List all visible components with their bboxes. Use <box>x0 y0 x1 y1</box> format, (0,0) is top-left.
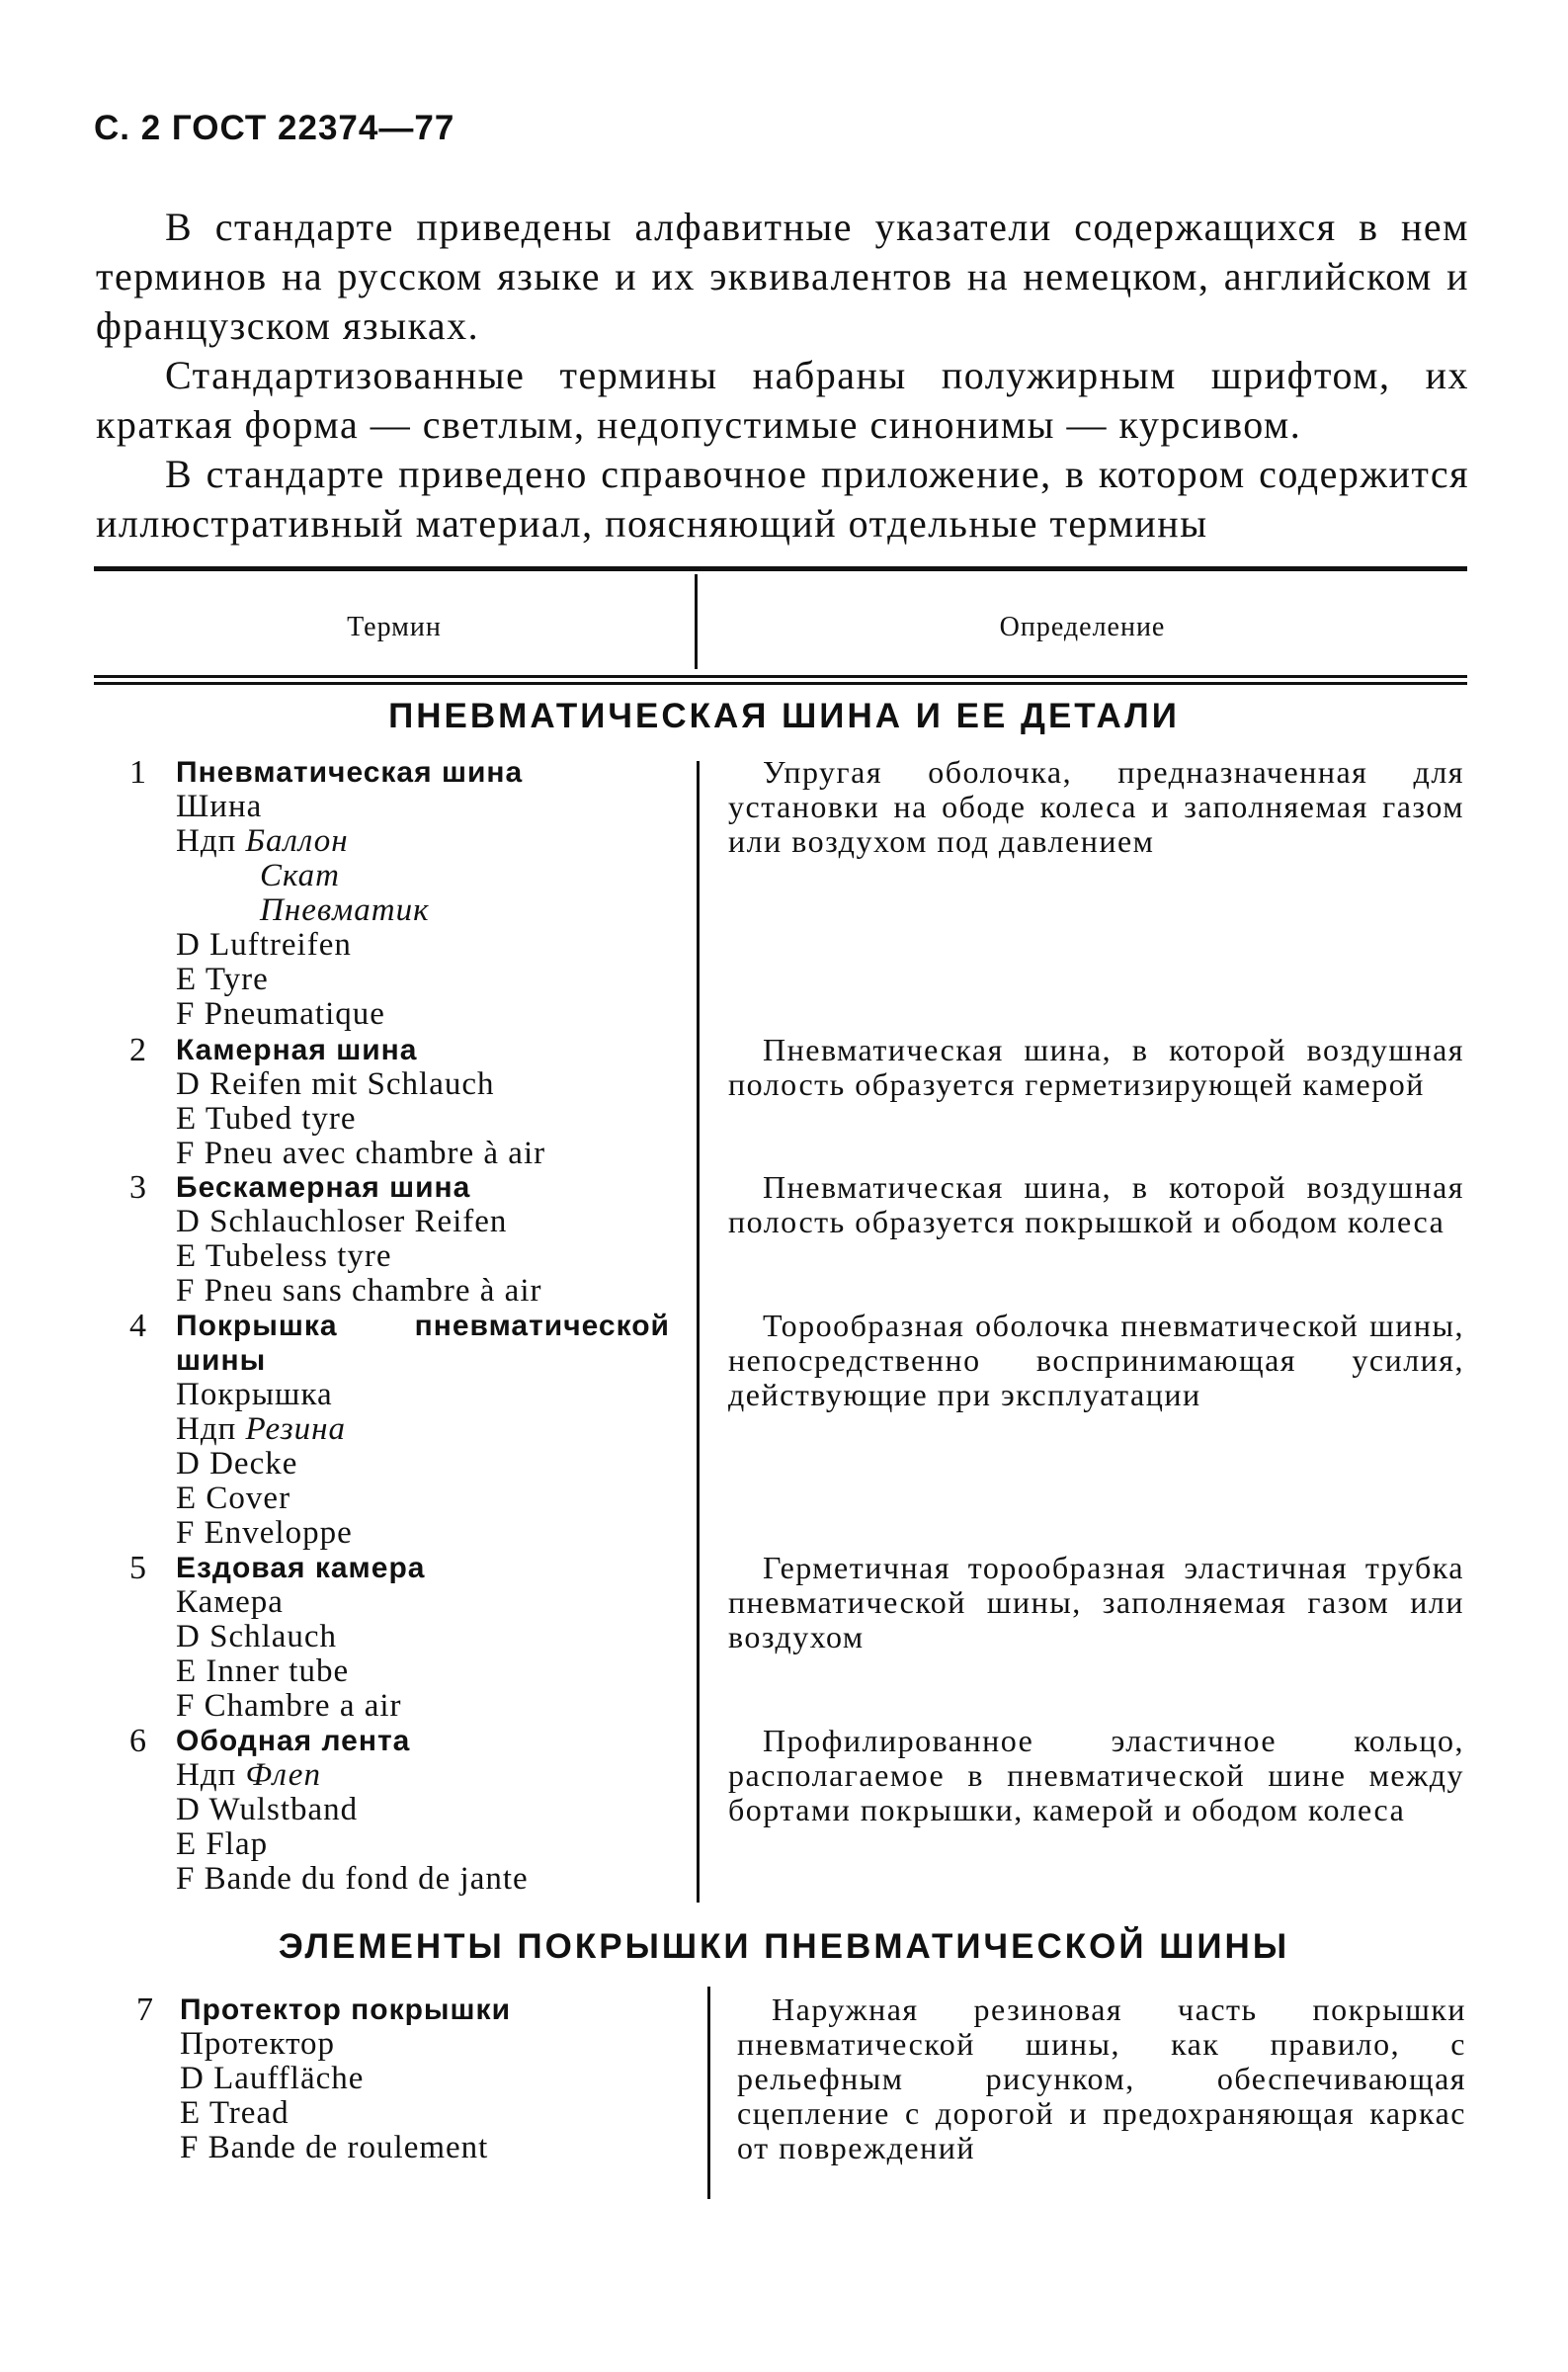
term-line: D Schlauchloser Reifen <box>176 1204 508 1239</box>
term-standard: Камерная шина <box>176 1034 418 1066</box>
term-line: Ндп Флеп <box>176 1757 321 1793</box>
term-block <box>176 1170 542 1309</box>
term-line: Скат <box>260 858 340 893</box>
definition-text: Пневматическая шина, в которой воздушная полость образуется покрышкой и ободом колеса <box>728 1169 1464 1239</box>
term-line: Ндп Резина <box>176 1411 346 1447</box>
table-column-divider <box>697 761 700 1903</box>
definition-text: Профилированное эластичное кольцо, располагаемое в пневматической шине между бортами покрышки, камерой и ободом колеса <box>728 1723 1464 1827</box>
section-title: ПНЕВМАТИЧЕСКАЯ ШИНА И ЕЕ ДЕТАЛИ <box>388 697 1180 735</box>
term-block <box>176 1033 545 1171</box>
term-standard: Пневматическая шина <box>176 756 524 789</box>
term-line: F Chambre a air <box>176 1688 402 1724</box>
term-line: Протектор <box>180 2026 336 2062</box>
term-line: F Pneumatique <box>176 996 385 1032</box>
definition-text: Упругая оболочка, предназначенная для установки на ободе колеса и заполняемая газом или воздухом под давлением <box>728 754 1464 859</box>
entry-number: 1 <box>129 754 146 791</box>
term-block <box>176 1309 670 1551</box>
page-header: С. 2 ГОСТ 22374—77 <box>94 109 455 147</box>
term-line: F Bande du fond de jante <box>176 1861 529 1897</box>
intro-text <box>96 203 1469 549</box>
column-header-term: Термин <box>347 612 442 642</box>
term-line: E Flap <box>176 1826 269 1862</box>
term-line: F Pneu sans chambre à air <box>176 1273 542 1309</box>
entry-number: 7 <box>136 1991 153 2028</box>
term-line: D Lauffläche <box>180 2061 365 2096</box>
term-standard: Ездовая камера <box>176 1552 426 1584</box>
term-line: Камера <box>176 1584 284 1620</box>
term-line: D Luftreifen <box>176 927 352 963</box>
entry-number: 5 <box>129 1550 146 1586</box>
term-line: F Pneu avec chambre à air <box>176 1136 546 1171</box>
intro-paragraph: В стандарте приведено справочное приложение, в котором содержится иллюстративный материал, поясняющий отдельные термины <box>96 452 1469 546</box>
term-line: D Decke <box>176 1446 298 1482</box>
term-line: D Reifen mit Schlauch <box>176 1066 495 1102</box>
entry-number: 4 <box>129 1308 146 1344</box>
term-block <box>180 1992 511 2165</box>
term-line: Ндп Баллон <box>176 823 349 859</box>
entry-number: 2 <box>129 1032 146 1068</box>
term-standard: Бескамерная шина <box>176 1171 471 1204</box>
term-line: Покрышка <box>176 1377 333 1412</box>
section-title: ЭЛЕМЕНТЫ ПОКРЫШКИ ПНЕВМАТИЧЕСКОЙ ШИНЫ <box>278 1927 1290 1966</box>
term-line: E Inner tube <box>176 1653 350 1689</box>
term-standard: Покрышка пневматической <box>176 1310 670 1342</box>
table-header-rule <box>94 682 1467 685</box>
term-block <box>176 1724 529 1897</box>
term-standard: Протектор покрышки <box>180 1993 512 2026</box>
term-block <box>176 1551 425 1724</box>
term-line: E Tubeless tyre <box>176 1238 392 1274</box>
term-block <box>176 755 523 1032</box>
intro-paragraph: В стандарте приведены алфавитные указатели содержащихся в нем терминов на русском языке и их эквивалентов на немецком, английском и французском языках. <box>96 205 1469 348</box>
definition-text: Торообразная оболочка пневматической шины, непосредственно воспринимающая усилия, действующие при эксплуатации <box>728 1308 1464 1412</box>
term-line: Шина <box>176 789 263 824</box>
column-header-definition: Определение <box>999 612 1166 642</box>
term-line: D Wulstband <box>176 1792 359 1827</box>
definition-text: Герметичная торообразная эластичная трубка пневматической шины, заполняемая газом или воздухом <box>728 1550 1464 1654</box>
term-line: D Schlauch <box>176 1619 338 1654</box>
term-line: Пневматик <box>260 892 430 928</box>
term-standard: Ободная лента <box>176 1725 411 1757</box>
term-standard: шины <box>176 1344 267 1377</box>
definition-text: Наружная резиновая часть покрышки пневматической шины, как правило, с рельефным рисунком, обеспечивающая сцепление с дорогой и предохраняющая каркас от повреждений <box>737 1991 1466 2165</box>
definition-text: Пневматическая шина, в которой воздушная полость образуется герметизирующей камерой <box>728 1032 1464 1102</box>
table-top-rule <box>94 566 1467 571</box>
term-line: E Cover <box>176 1481 291 1516</box>
entry-number: 3 <box>129 1169 146 1206</box>
term-line: F Enveloppe <box>176 1515 353 1551</box>
term-line: F Bande de roulement <box>180 2130 489 2165</box>
table-header-rule <box>94 675 1467 678</box>
intro-paragraph: Стандартизованные термины набраны полужирным шрифтом, их краткая форма — светлым, недопустимые синонимы — курсивом. <box>96 353 1469 447</box>
term-line: E Tubed tyre <box>176 1101 357 1137</box>
term-line: E Tyre <box>176 962 269 997</box>
table-column-divider <box>707 1987 710 2199</box>
entry-number: 6 <box>129 1723 146 1759</box>
term-line: E Tread <box>180 2095 289 2131</box>
